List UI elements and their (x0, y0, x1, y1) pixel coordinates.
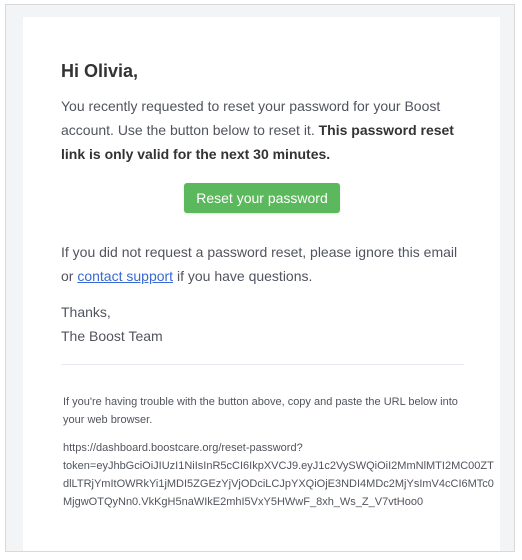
intro-text: You recently requested to reset your password for your Boost account. Use the button below to reset it. (61, 98, 441, 138)
thanks-text: Thanks, (61, 304, 111, 320)
intro-paragraph (61, 94, 461, 166)
ignore-paragraph (61, 240, 471, 288)
url-line: token=eyJhbGciOiJIUzI1NiIsInR5cCI6IkpXVCJ9.eyJ1c2VySWQiOiI2MmNlMTI2MC00ZT (63, 460, 494, 472)
reset-password-button[interactable]: Reset your password (184, 183, 340, 213)
signoff (61, 300, 163, 348)
reset-url[interactable] (63, 439, 494, 511)
email-card (23, 17, 500, 551)
subcopy-text: If you're having trouble with the button above, copy and paste the URL below into your web browser. (63, 396, 458, 426)
team-signature: The Boost Team (61, 328, 163, 344)
greeting-heading: Hi Olivia, (61, 61, 139, 81)
validity-notice: This password reset link is only valid for the next 30 minutes. (61, 122, 454, 162)
url-line: https://dashboard.boostcare.org/reset-password? (63, 442, 303, 454)
ignore-text: If you did not request a password reset, please ignore this email or (61, 244, 458, 284)
divider (61, 364, 464, 365)
url-line: dlLTRjYmItOWRkYi1jMDI5ZGEzYjVjODciLCJpYXQiOjE3NDI4MDc2MjYsImV4cCI6MTc0 (63, 478, 494, 490)
email-frame (5, 4, 515, 552)
contact-support-link[interactable]: contact support (77, 268, 174, 284)
ignore-text-after: if you have questions. (173, 268, 313, 284)
url-line: MjgwOTQyNn0.VkKgH5naWIkE2mhI5VxY5HWwF_8xh_Ws_Z_V7vtHoo0 (63, 496, 424, 508)
